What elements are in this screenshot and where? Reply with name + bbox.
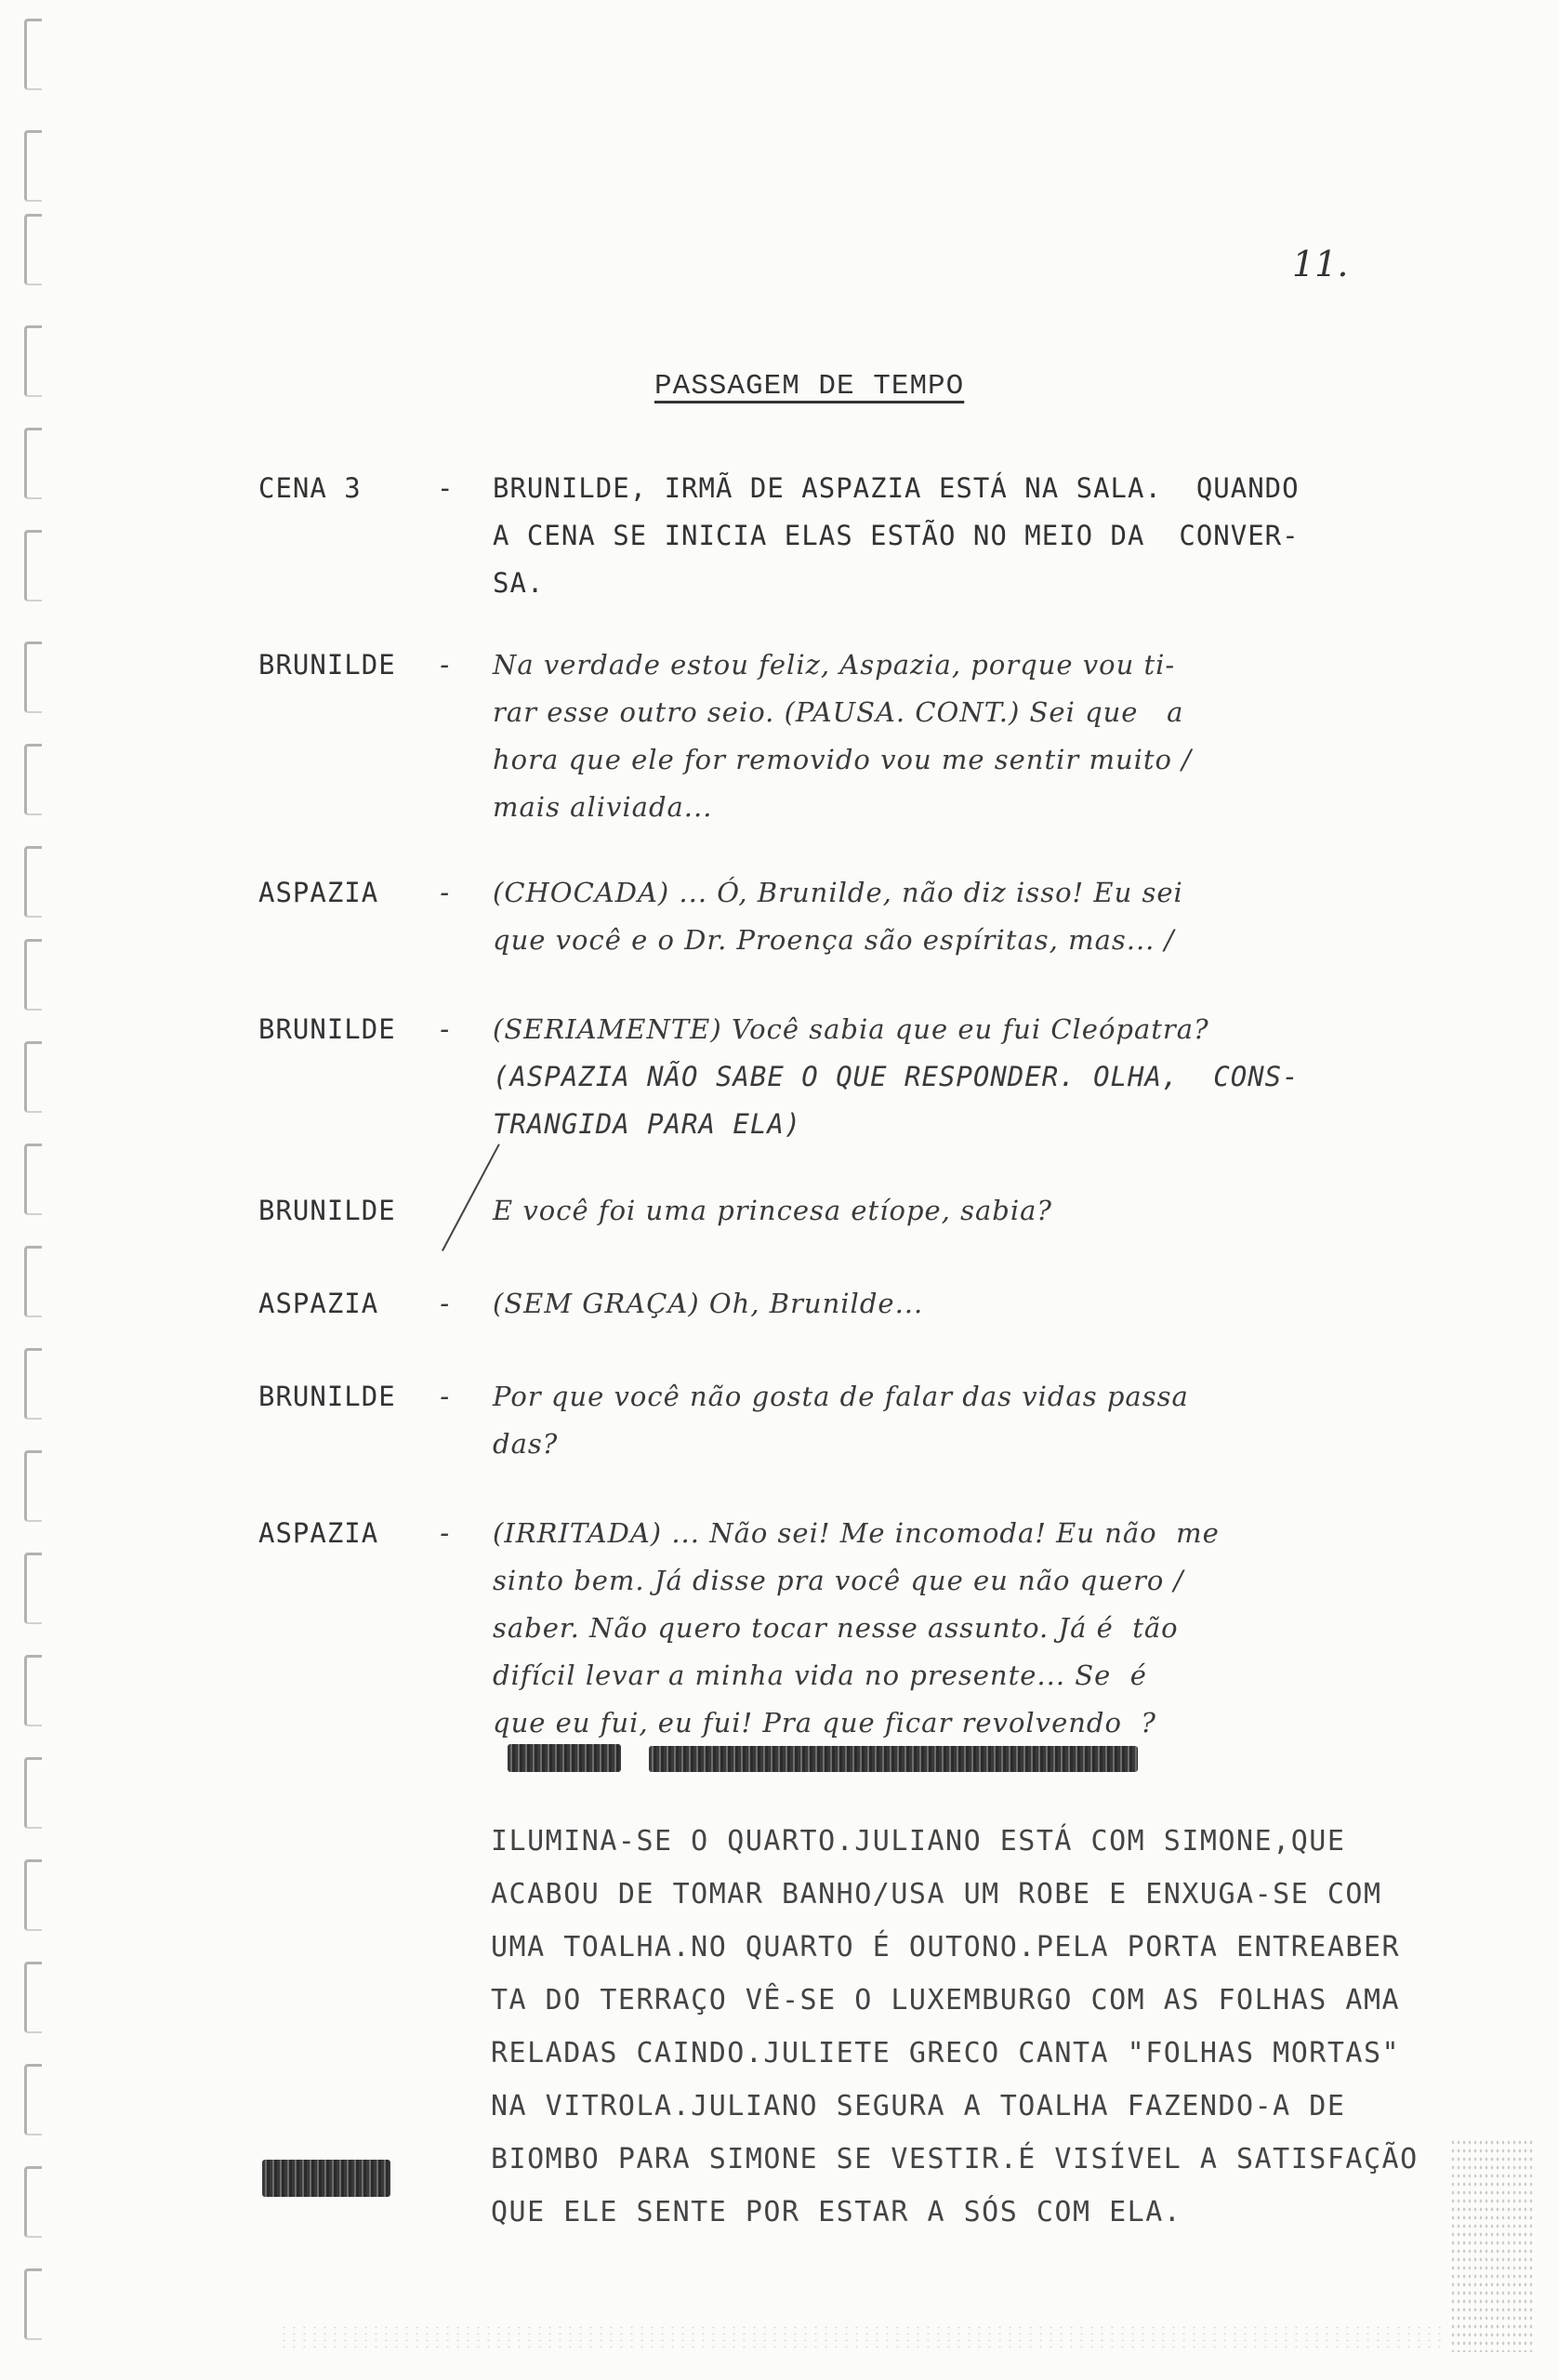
dialogue-line: sinto bem. Já disse pra você que eu não quero / xyxy=(493,1565,1184,1596)
dialogue-line: (SEM GRAÇA) Oh, Brunilde... xyxy=(493,1288,924,1319)
binder-mark xyxy=(24,428,42,499)
binder-mark xyxy=(24,744,42,815)
dash-marker: - xyxy=(437,1381,455,1412)
binder-mark xyxy=(24,2064,42,2135)
redaction-bar xyxy=(649,1746,1138,1772)
dialogue-line: hora que ele for removido vou me sentir muito / xyxy=(493,744,1193,775)
binder-mark xyxy=(24,1553,42,1624)
binder-mark xyxy=(24,1450,42,1522)
scene-line: BRUNILDE, IRMÃ DE ASPAZIA ESTÁ NA SALA. QUANDO xyxy=(493,472,1300,504)
stage-line: NA VITROLA.JULIANO SEGURA A TOALHA FAZENDO-A DE xyxy=(491,2090,1346,2122)
redaction-bar xyxy=(262,2160,390,2197)
binder-mark xyxy=(24,214,42,285)
dialogue-block xyxy=(437,1006,1376,1148)
dash-marker: - xyxy=(437,1013,455,1045)
dash-marker: - xyxy=(437,649,455,681)
binder-mark xyxy=(24,846,42,918)
dialogue-line: mais aliviada... xyxy=(493,791,713,823)
dialogue-line: Na verdade estou feliz, Aspazia, porque vou ti- xyxy=(493,649,1176,681)
dialogue-block xyxy=(437,1280,1376,1328)
dialogue-line: Por que você não gosta de falar das vidas passa xyxy=(493,1381,1189,1412)
dash-marker: - xyxy=(437,472,455,504)
speaker-name: ASPAZIA xyxy=(258,877,379,908)
dialogue-line: que você e o Dr. Proença são espíritas, mas... / xyxy=(493,924,1175,956)
binder-mark xyxy=(24,1041,42,1113)
dialogue-line: que eu fui, eu fui! Pra que ficar revolvendo ? xyxy=(493,1707,1156,1739)
binder-mark xyxy=(24,1757,42,1829)
binder-mark xyxy=(24,2268,42,2340)
binder-mark xyxy=(24,530,42,602)
dialogue-block xyxy=(437,641,1376,831)
dialogue-line: E você foi uma princesa etíope, sabia? xyxy=(493,1195,1052,1226)
dialogue-line: TRANGIDA PARA ELA) xyxy=(493,1108,802,1140)
dialogue-line: (SERIAMENTE) Você sabia que eu fui Cleópatra? xyxy=(493,1013,1209,1045)
dialogue-block xyxy=(437,1187,1376,1235)
dialogue-line: saber. Não quero tocar nesse assunto. Já é tão xyxy=(493,1612,1179,1644)
dialogue-line: (CHOCADA) ... Ó, Brunilde, não diz isso! Eu sei xyxy=(493,877,1183,908)
speaker-name: BRUNILDE xyxy=(258,1381,396,1412)
speaker-name: ASPAZIA xyxy=(258,1288,379,1319)
speaker-name: ASPAZIA xyxy=(258,1517,379,1549)
dialogue-line: difícil levar a minha vida no presente... Se é xyxy=(493,1659,1147,1691)
stage-line: RELADAS CAINDO.JULIETE GRECO CANTA "FOLHAS MORTAS" xyxy=(491,2037,1401,2069)
scan-noise xyxy=(1450,2138,1534,2352)
binder-mark xyxy=(24,19,42,90)
speaker-name: BRUNILDE xyxy=(258,1195,396,1226)
binder-mark xyxy=(24,939,42,1011)
dialogue-line: das? xyxy=(493,1428,559,1460)
binder-mark xyxy=(24,1246,42,1317)
binder-mark xyxy=(24,1962,42,2033)
stage-line: ILUMINA-SE O QUARTO.JULIANO ESTÁ COM SIMONE,QUE xyxy=(491,1825,1346,1858)
dash-marker: - xyxy=(437,1517,455,1549)
stage-line: UMA TOALHA.NO QUARTO É OUTONO.PELA PORTA ENTREABER xyxy=(491,1931,1401,1964)
dialogue-block xyxy=(437,1510,1376,1747)
scan-noise xyxy=(279,2324,1441,2352)
binder-mark xyxy=(24,1348,42,1420)
binder-mark xyxy=(24,130,42,202)
scene-description xyxy=(437,465,1376,607)
scene-line: SA. xyxy=(493,567,545,599)
dash-marker: - xyxy=(437,877,455,908)
dash-marker: - xyxy=(437,1288,455,1319)
page-number: 11. xyxy=(1292,244,1349,284)
binder-mark xyxy=(24,325,42,397)
scene-label: CENA 3 xyxy=(258,472,362,504)
dialogue-line: rar esse outro seio. (PAUSA. CONT.) Sei que a xyxy=(493,696,1184,728)
binder-mark xyxy=(24,1144,42,1215)
binder-mark xyxy=(24,1655,42,1726)
binder-mark xyxy=(24,1859,42,1931)
redaction-bar xyxy=(508,1744,621,1772)
stage-direction xyxy=(491,1815,1495,2239)
scene-line: A CENA SE INICIA ELAS ESTÃO NO MEIO DA CONVER- xyxy=(493,520,1300,551)
speaker-name: BRUNILDE xyxy=(258,649,396,681)
binder-mark xyxy=(24,641,42,713)
binder-mark xyxy=(24,2166,42,2238)
section-heading: PASSAGEM DE TEMPO xyxy=(654,370,965,403)
dialogue-block xyxy=(437,869,1376,964)
stage-line: TA DO TERRAÇO VÊ-SE O LUXEMBURGO COM AS FOLHAS AMA xyxy=(491,1984,1401,2016)
dialogue-line: (IRRITADA) ... Não sei! Me incomoda! Eu não me xyxy=(493,1517,1220,1549)
dialogue-line: (ASPAZIA NÃO SABE O QUE RESPONDER. OLHA, CONS- xyxy=(493,1061,1300,1092)
dialogue-block xyxy=(437,1373,1376,1468)
stage-line: ACABOU DE TOMAR BANHO/USA UM ROBE E ENXUGA-SE COM xyxy=(491,1878,1382,1911)
stage-line: QUE ELE SENTE POR ESTAR A SÓS COM ELA. xyxy=(491,2196,1182,2228)
stage-line: BIOMBO PARA SIMONE SE VESTIR.É VISÍVEL A SATISFAÇÃO xyxy=(491,2143,1419,2175)
speaker-name: BRUNILDE xyxy=(258,1013,396,1045)
